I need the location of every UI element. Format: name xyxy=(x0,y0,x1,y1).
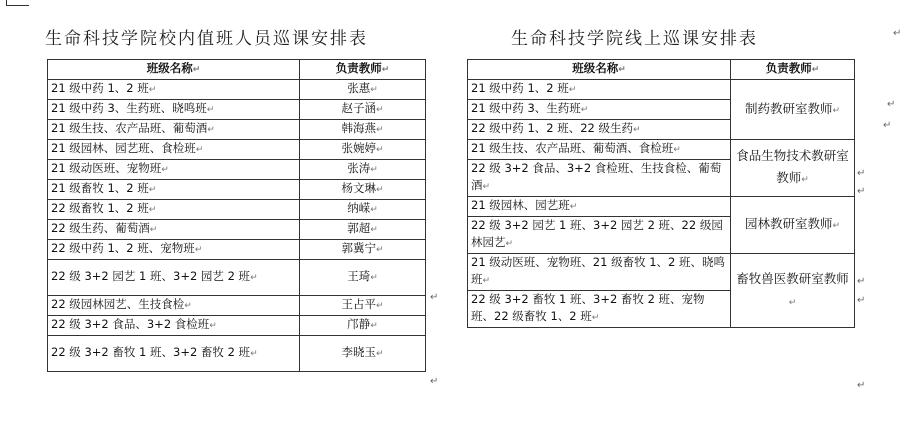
class-name-cell xyxy=(48,316,300,336)
cell-end-mark: ↵ xyxy=(375,185,384,195)
table-row xyxy=(48,160,426,180)
page-corner-mark xyxy=(6,0,29,6)
cell-end-mark: ↵ xyxy=(375,125,384,135)
cell-text: 张婉婷 xyxy=(341,141,376,155)
teacher-header: 负责教师↵ xyxy=(731,60,855,80)
cell-text: 邝静 xyxy=(347,317,371,331)
table-row xyxy=(48,220,426,240)
teacher-header: 负责教师↵ xyxy=(300,60,426,80)
cell-end-mark: ↵ xyxy=(505,239,514,249)
class-name-cell xyxy=(48,200,300,220)
paragraph-mark: ↵ xyxy=(857,295,866,306)
cell-end-mark: ↵ xyxy=(788,297,797,308)
onsite-patrol-table xyxy=(47,59,426,372)
table-header-row xyxy=(468,60,855,80)
teacher-cell xyxy=(300,296,426,316)
paragraph-mark: ↵ xyxy=(857,186,866,197)
cell-text: 22 级 3+2 畜牧 1 班、3+2 畜牧 2 班 xyxy=(51,345,251,359)
paragraph-mark: ↵ xyxy=(883,120,892,131)
table-row xyxy=(48,180,426,200)
teacher-cell xyxy=(300,160,426,180)
table-row xyxy=(48,140,426,160)
teacher-cell xyxy=(300,120,426,140)
cell-text: 赵子涵 xyxy=(341,101,376,115)
cell-text: 王占平 xyxy=(341,297,376,311)
cell-text: 21 级生技、农产品班、葡萄酒 xyxy=(51,121,208,135)
class-name-cell xyxy=(468,197,731,217)
cell-text: 22 级生药、葡萄酒 xyxy=(51,221,150,235)
cell-text: 21 级生技、农产品班、葡萄酒、食检班 xyxy=(471,141,674,155)
table-row xyxy=(468,80,855,100)
table-row xyxy=(468,140,855,160)
class-name-cell xyxy=(468,217,731,254)
cell-end-mark: ↵ xyxy=(207,125,215,135)
cell-text: 郭冀宁 xyxy=(341,241,376,255)
teacher-group-cell xyxy=(731,254,855,328)
table-row xyxy=(48,120,426,140)
paragraph-mark: ↵ xyxy=(857,276,866,287)
cell-end-mark: ↵ xyxy=(370,85,378,95)
cell-end-mark: ↵ xyxy=(370,273,378,283)
teacher-cell xyxy=(300,80,426,100)
class-name-header: 班级名称↵ xyxy=(48,60,300,80)
cell-text: 王琦 xyxy=(347,269,371,283)
class-name-cell xyxy=(468,160,731,197)
cell-text: 畜牧兽医教研室教师 xyxy=(736,270,849,286)
cell-text: 21 级中药 3、生药班 xyxy=(471,101,581,115)
class-name-cell xyxy=(48,240,300,260)
teacher-cell xyxy=(300,316,426,336)
cell-text: 张惠 xyxy=(347,81,371,95)
table-row xyxy=(468,197,855,217)
paragraph-mark: ↵ xyxy=(887,99,896,110)
table-row xyxy=(48,80,426,100)
teacher-cell xyxy=(300,100,426,120)
cell-end-mark: ↵ xyxy=(832,105,841,116)
class-name-cell xyxy=(48,120,300,140)
teacher-cell xyxy=(300,140,426,160)
cell-end-mark: ↵ xyxy=(161,165,169,175)
cell-text: 21 级中药 1、2 班 xyxy=(51,81,149,95)
cell-end-mark: ↵ xyxy=(482,276,491,286)
table-row xyxy=(468,254,855,291)
table-row xyxy=(48,316,426,336)
cell-end-mark: ↵ xyxy=(370,225,378,235)
cell-end-mark: ↵ xyxy=(375,245,384,255)
table-header-row xyxy=(48,60,426,80)
teacher-group-cell xyxy=(731,80,855,140)
cell-end-mark: ↵ xyxy=(149,225,158,235)
cell-end-mark: ↵ xyxy=(209,321,217,331)
class-name-cell xyxy=(48,180,300,200)
class-name-header: 班级名称↵ xyxy=(468,60,731,80)
paragraph-mark: ↵ xyxy=(857,380,866,391)
left-table-title: 生命科技学院校内值班人员巡课安排表 xyxy=(45,29,368,49)
class-name-cell xyxy=(468,100,731,120)
cell-text: 22 级中药 1、2 班、22 级生药 xyxy=(471,121,634,135)
cell-text: 22 级畜牧 1、2 班 xyxy=(51,201,149,215)
paragraph-mark: ↵ xyxy=(430,376,439,387)
teacher-cell xyxy=(300,260,426,296)
cell-text: 22 级园林园艺、生技食检 xyxy=(51,297,185,311)
cell-text: 22 级 3+2 园艺 1 班、3+2 园艺 2 班、22 级园林园艺 xyxy=(471,218,723,249)
cell-text: 22 级中药 1、2 班、宠物班 xyxy=(51,241,195,255)
cell-end-mark: ↵ xyxy=(591,313,600,323)
cell-text: 园林教研室教师 xyxy=(744,216,833,231)
cell-end-mark: ↵ xyxy=(569,202,578,212)
cell-end-mark: ↵ xyxy=(250,349,258,359)
class-name-cell xyxy=(48,336,300,372)
cell-text: 22 级 3+2 园艺 1 班、3+2 园艺 2 班 xyxy=(51,269,251,283)
cell-end-mark: ↵ xyxy=(370,165,378,175)
cell-end-mark: ↵ xyxy=(250,273,258,283)
cell-end-mark: ↵ xyxy=(148,185,157,195)
cell-end-mark: ↵ xyxy=(375,145,384,155)
class-name-cell xyxy=(468,254,731,291)
class-name-cell xyxy=(468,140,731,160)
table-row xyxy=(48,100,426,120)
table-row xyxy=(48,240,426,260)
paragraph-mark: ↵ xyxy=(430,292,439,303)
cell-end-mark: ↵ xyxy=(633,125,641,135)
class-name-cell xyxy=(468,291,731,328)
class-name-cell xyxy=(48,260,300,296)
cell-text: 21 级动医班、宠物班、21 级畜牧 1、2 班、晓鸣班 xyxy=(471,255,726,286)
cell-end-mark: ↵ xyxy=(370,205,378,215)
teacher-group-cell xyxy=(731,140,855,197)
cell-text: 22 级 3+2 畜牧 1 班、3+2 畜牧 2 班、宠物班、22 级畜牧 1、2 班 xyxy=(471,292,705,323)
cell-text: 21 级中药 1、2 班 xyxy=(471,81,569,95)
cell-end-mark: ↵ xyxy=(673,145,681,155)
cell-end-mark: ↵ xyxy=(148,205,157,215)
cell-text: 纳嵘 xyxy=(347,201,371,215)
cell-end-mark: ↵ xyxy=(194,245,203,255)
teacher-cell xyxy=(300,220,426,240)
cell-end-mark: ↵ xyxy=(580,105,589,115)
cell-end-mark: ↵ xyxy=(375,301,384,311)
cell-text: 21 级中药 3、生药班、晓鸣班 xyxy=(51,101,207,115)
cell-end-mark: ↵ xyxy=(801,175,809,185)
cell-text: 郭超 xyxy=(347,221,371,235)
cell-text: 食品生物技术教研室教师 xyxy=(736,148,849,185)
cell-text: 21 级畜牧 1、2 班 xyxy=(51,181,149,195)
cell-text: 张涛 xyxy=(347,161,371,175)
cell-text: 制药教研室教师 xyxy=(744,100,833,116)
online-patrol-table xyxy=(467,59,855,328)
teacher-group-cell xyxy=(731,197,855,254)
cell-text: 21 级动医班、宠物班 xyxy=(51,161,162,175)
paragraph-mark: ↵ xyxy=(857,168,866,179)
cell-text: 韩海燕 xyxy=(341,121,376,135)
class-name-cell xyxy=(468,120,731,140)
cell-end-mark: ↵ xyxy=(148,85,157,95)
class-name-cell xyxy=(48,80,300,100)
cell-text: 杨文琳 xyxy=(341,181,376,195)
table-row xyxy=(48,200,426,220)
teacher-cell xyxy=(300,336,426,372)
teacher-cell xyxy=(300,240,426,260)
cell-end-mark: ↵ xyxy=(195,145,204,155)
cell-end-mark: ↵ xyxy=(568,85,577,95)
right-table-title: 生命科技学院线上巡课安排表 xyxy=(511,29,758,49)
cell-text: 21 级园林、园艺班 xyxy=(471,198,570,212)
cell-end-mark: ↵ xyxy=(375,349,384,359)
teacher-cell xyxy=(300,180,426,200)
cell-end-mark: ↵ xyxy=(482,182,491,192)
cell-end-mark: ↵ xyxy=(206,105,215,115)
cell-end-mark: ↵ xyxy=(370,321,378,331)
class-name-cell xyxy=(468,80,731,100)
class-name-cell xyxy=(48,220,300,240)
class-name-cell xyxy=(48,140,300,160)
cell-text: 22 级 3+2 食品、3+2 食检班、生技食检、葡萄酒 xyxy=(471,161,722,192)
class-name-cell xyxy=(48,296,300,316)
cell-text: 21 级园林、园艺班、食检班 xyxy=(51,141,196,155)
cell-text: 李晓玉 xyxy=(341,345,376,359)
class-name-cell xyxy=(48,160,300,180)
cell-end-mark: ↵ xyxy=(832,221,841,231)
paragraph-mark: ↵ xyxy=(893,28,902,39)
cell-text: 22 级 3+2 食品、3+2 食检班 xyxy=(51,317,210,331)
table-row xyxy=(48,296,426,316)
cell-end-mark: ↵ xyxy=(184,301,192,311)
table-row xyxy=(48,336,426,372)
cell-end-mark: ↵ xyxy=(375,105,384,115)
class-name-cell xyxy=(48,100,300,120)
teacher-cell xyxy=(300,200,426,220)
table-row xyxy=(48,260,426,296)
